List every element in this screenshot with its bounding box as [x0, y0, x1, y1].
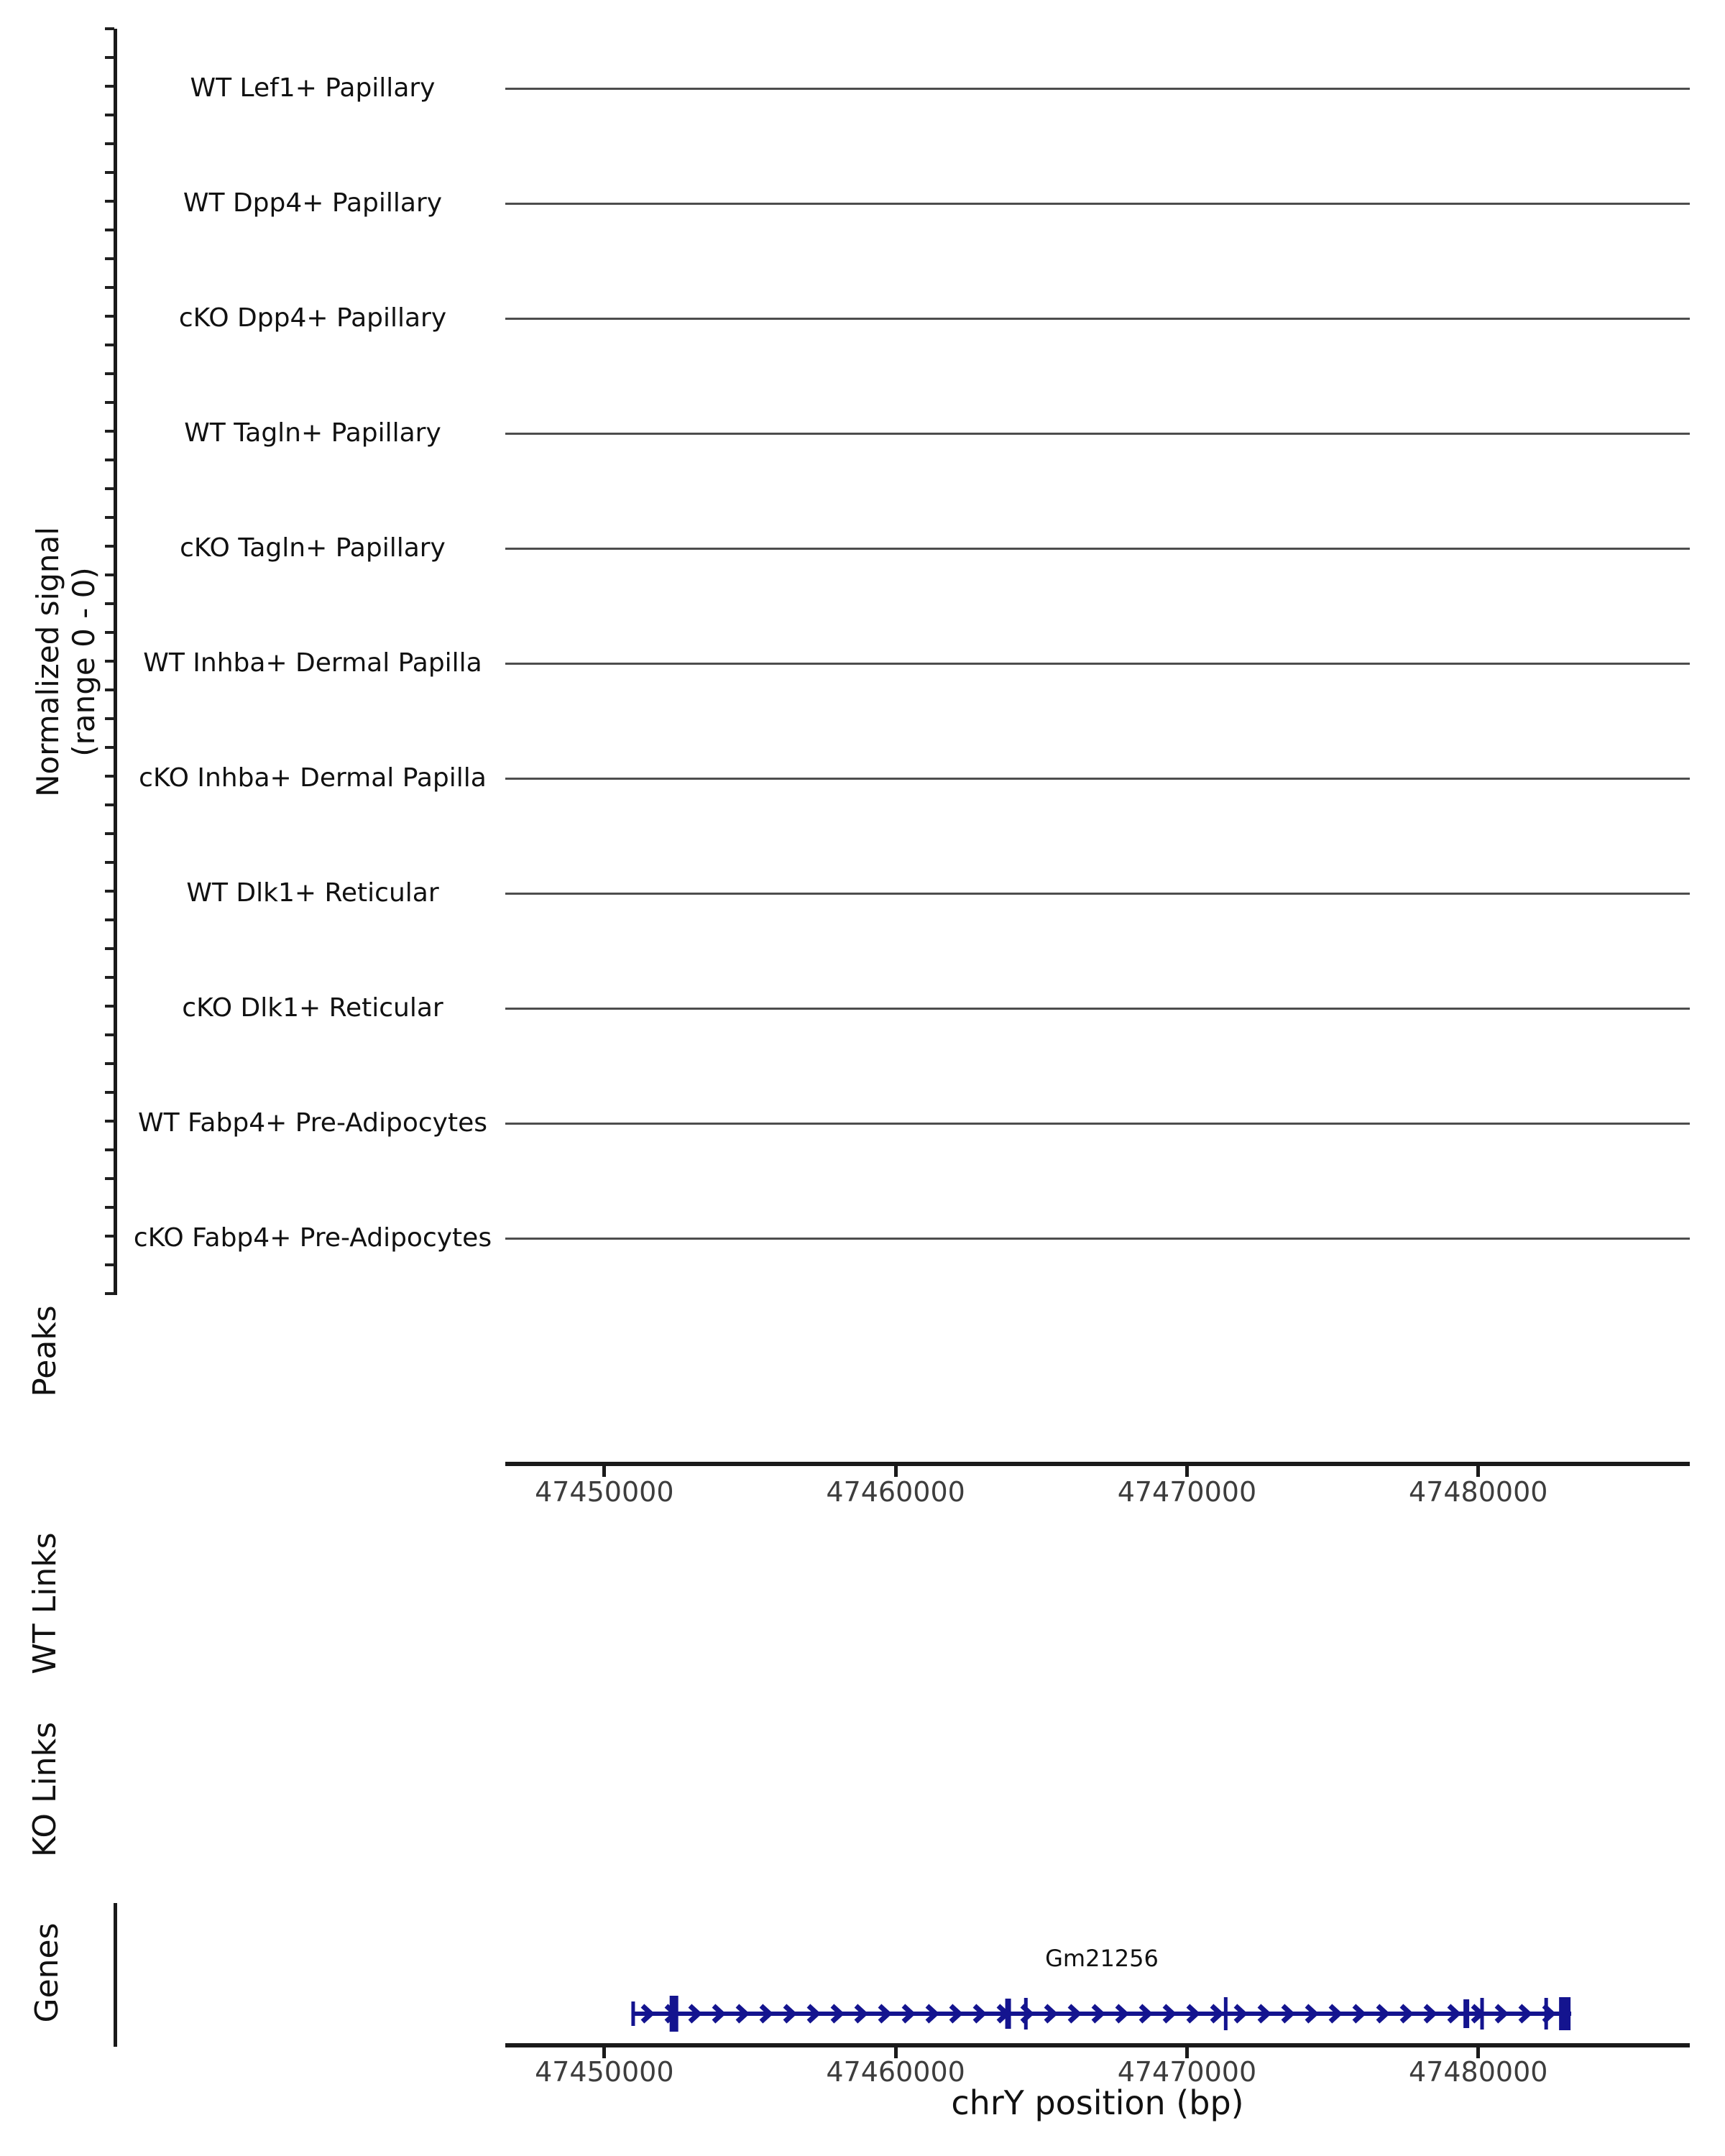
genomic-axis-tick-label: 47450000: [535, 2056, 674, 2088]
signal-y-axis-title-line2: (range 0 - 0): [66, 567, 101, 757]
track-label: cKO Inhba+ Dermal Papilla: [139, 763, 487, 793]
gene-name-label: Gm21256: [1045, 1945, 1159, 1972]
track-label: WT Lef1+ Papillary: [190, 73, 436, 103]
genomic-axis-tick-label: 47480000: [1409, 1476, 1548, 1508]
section-label-ko-links: KO Links: [26, 1721, 63, 1858]
gene-exon-bar: [1006, 1999, 1011, 2029]
track-label: WT Tagln+ Papillary: [184, 418, 441, 448]
gene-exon-bar: [1463, 1999, 1469, 2028]
section-label-genes: Genes: [28, 1922, 65, 2023]
bottom-genomic-axis-line: [505, 2043, 1690, 2047]
gene-exon-bar: [1481, 1998, 1484, 2030]
section-label-peaks: Peaks: [26, 1305, 63, 1397]
gene-exon-bar: [670, 1996, 678, 2032]
track-label: WT Dlk1+ Reticular: [186, 878, 439, 908]
track-label: cKO Dpp4+ Papillary: [178, 303, 447, 333]
gene-exon-bar: [1224, 1997, 1228, 2030]
signal-y-axis-title-line1: Normalized signal: [30, 527, 65, 797]
track-label: WT Inhba+ Dermal Papilla: [143, 648, 482, 678]
track-label: cKO Fabp4+ Pre-Adipocytes: [133, 1223, 492, 1253]
genomic-axis-tick-label: 47470000: [1117, 2056, 1257, 2088]
genomic-axis-tick-label: 47470000: [1117, 1476, 1257, 1508]
gene-exon-bar: [1559, 1997, 1570, 2030]
genomic-axis-tick-label: 47480000: [1409, 2056, 1548, 2088]
track-label: cKO Tagln+ Papillary: [180, 533, 446, 563]
track-label: WT Dpp4+ Papillary: [183, 188, 443, 218]
gene-exon-bar: [631, 2001, 635, 2026]
gene-exon-bar: [1545, 1998, 1548, 2030]
genomic-axis-tick-label: 47450000: [535, 1476, 674, 1508]
genomic-axis-tick-label: 47460000: [826, 1476, 965, 1508]
gene-exon-bar: [1024, 1998, 1028, 2030]
track-label: cKO Dlk1+ Reticular: [182, 993, 443, 1023]
genomic-axis-tick-label: 47460000: [826, 2056, 965, 2088]
x-axis-title: chrY position (bp): [951, 2083, 1244, 2122]
section-label-wt-links: WT Links: [26, 1532, 63, 1674]
track-label: WT Fabp4+ Pre-Adipocytes: [138, 1108, 487, 1138]
